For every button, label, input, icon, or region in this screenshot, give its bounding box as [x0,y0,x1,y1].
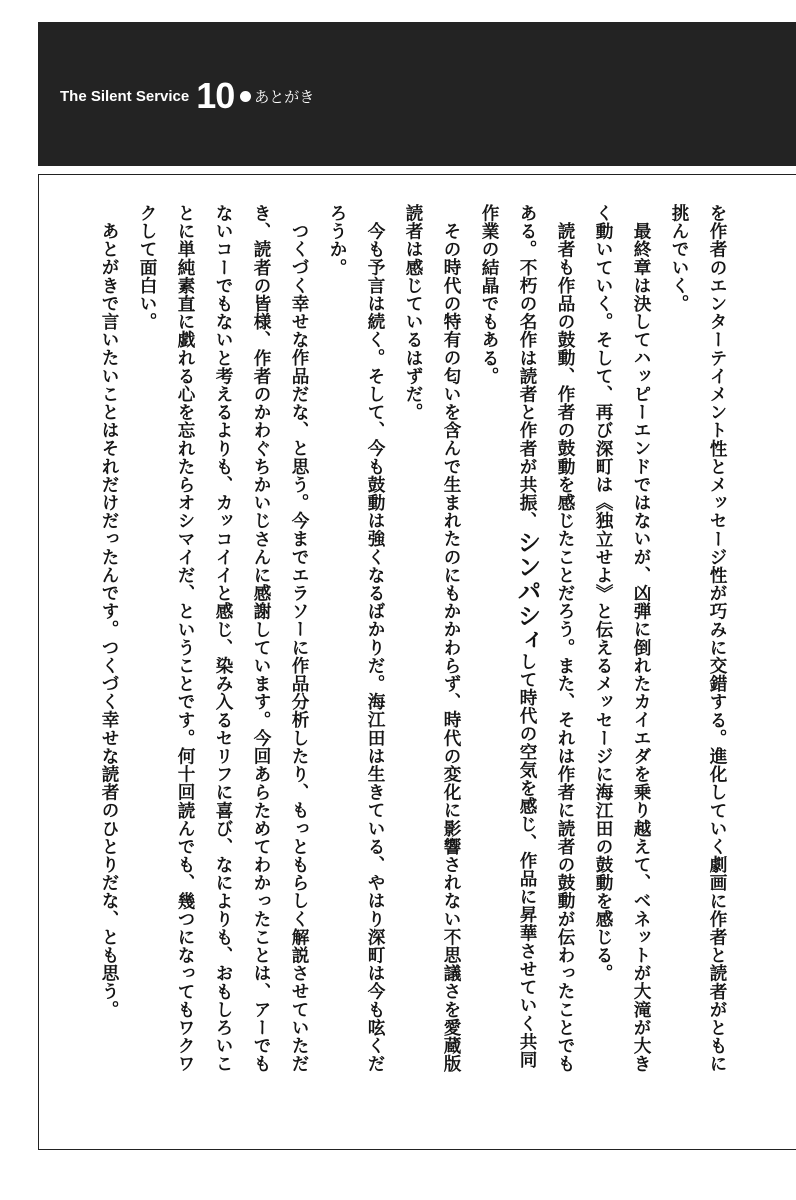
paragraph-3-part-1: 読者も作品の鼓動、作者の鼓動を感じたことだろう。また、それは作者に読者の鼓動が伝わったことでもある。不朽の名作は読者と作者が共振、 [517,204,575,1073]
paragraph-2: 最終章は決してハッピーエンドではないが、凶弾に倒れたカイエダを乗り越えて、ベネットが大滝が大きく動いていく。そして、再び深町は《独立せよ》と伝えるメッセージに海江田の鼓動を感じる。 [593,204,651,1073]
paragraph-4: その時代の特有の匂いを含んで生まれたのにもかかわらず、時代の変化に影響されない不思議さを愛蔵版読者は感じているはずだ。 [403,204,461,1073]
paragraph-6: つくづく幸せな作品だな、と思う。今までエラソーに作品分析したり、もっともらしく解説させていただき、読者の皆様、作者のかわぐちかいじさんに感謝しています。今回あらためてわかったことは、アーでもないコーでもないと考えるよりも、カッコイイと感じ、染み入るセリフに喜び、なによりも、おもしろいことに単純素直に戯れる心を忘れたらオシマイだ、ということです。何十回読んでも、幾つになってもワクワクして面白い。 [137,204,309,1073]
paragraph-7: あとがきで言いたいことはそれだけだったんです。つくづく幸せな読者のひとりだな、とも思う。 [99,221,119,1018]
header-bar [38,22,796,166]
bullet-dot-icon [240,91,251,102]
header-title [60,75,315,116]
paragraph-5: 今も予言は続く。そして、今も鼓動は強くなるばかりだ。海江田は生きている、やはり深町は今も呟くだろうか。 [327,204,385,1073]
series-title: The Silent Service [60,87,190,105]
paragraph-1: を作者のエンターテイメント性とメッセージ性が巧みに交錯する。進化していく劇画に作者と読者がともに挑んでいく。 [669,204,727,1073]
volume-number: 10 [196,75,235,116]
afterword-text [86,204,736,1084]
section-title: あとがき [254,87,315,106]
paragraph-3 [470,204,584,1084]
sympathy-emphasis: シンパシィ [513,529,541,653]
paragraph-3-part-2: して時代の空気を感じ、作品に昇華させていく共同作業の結晶でもある。 [479,204,537,1069]
